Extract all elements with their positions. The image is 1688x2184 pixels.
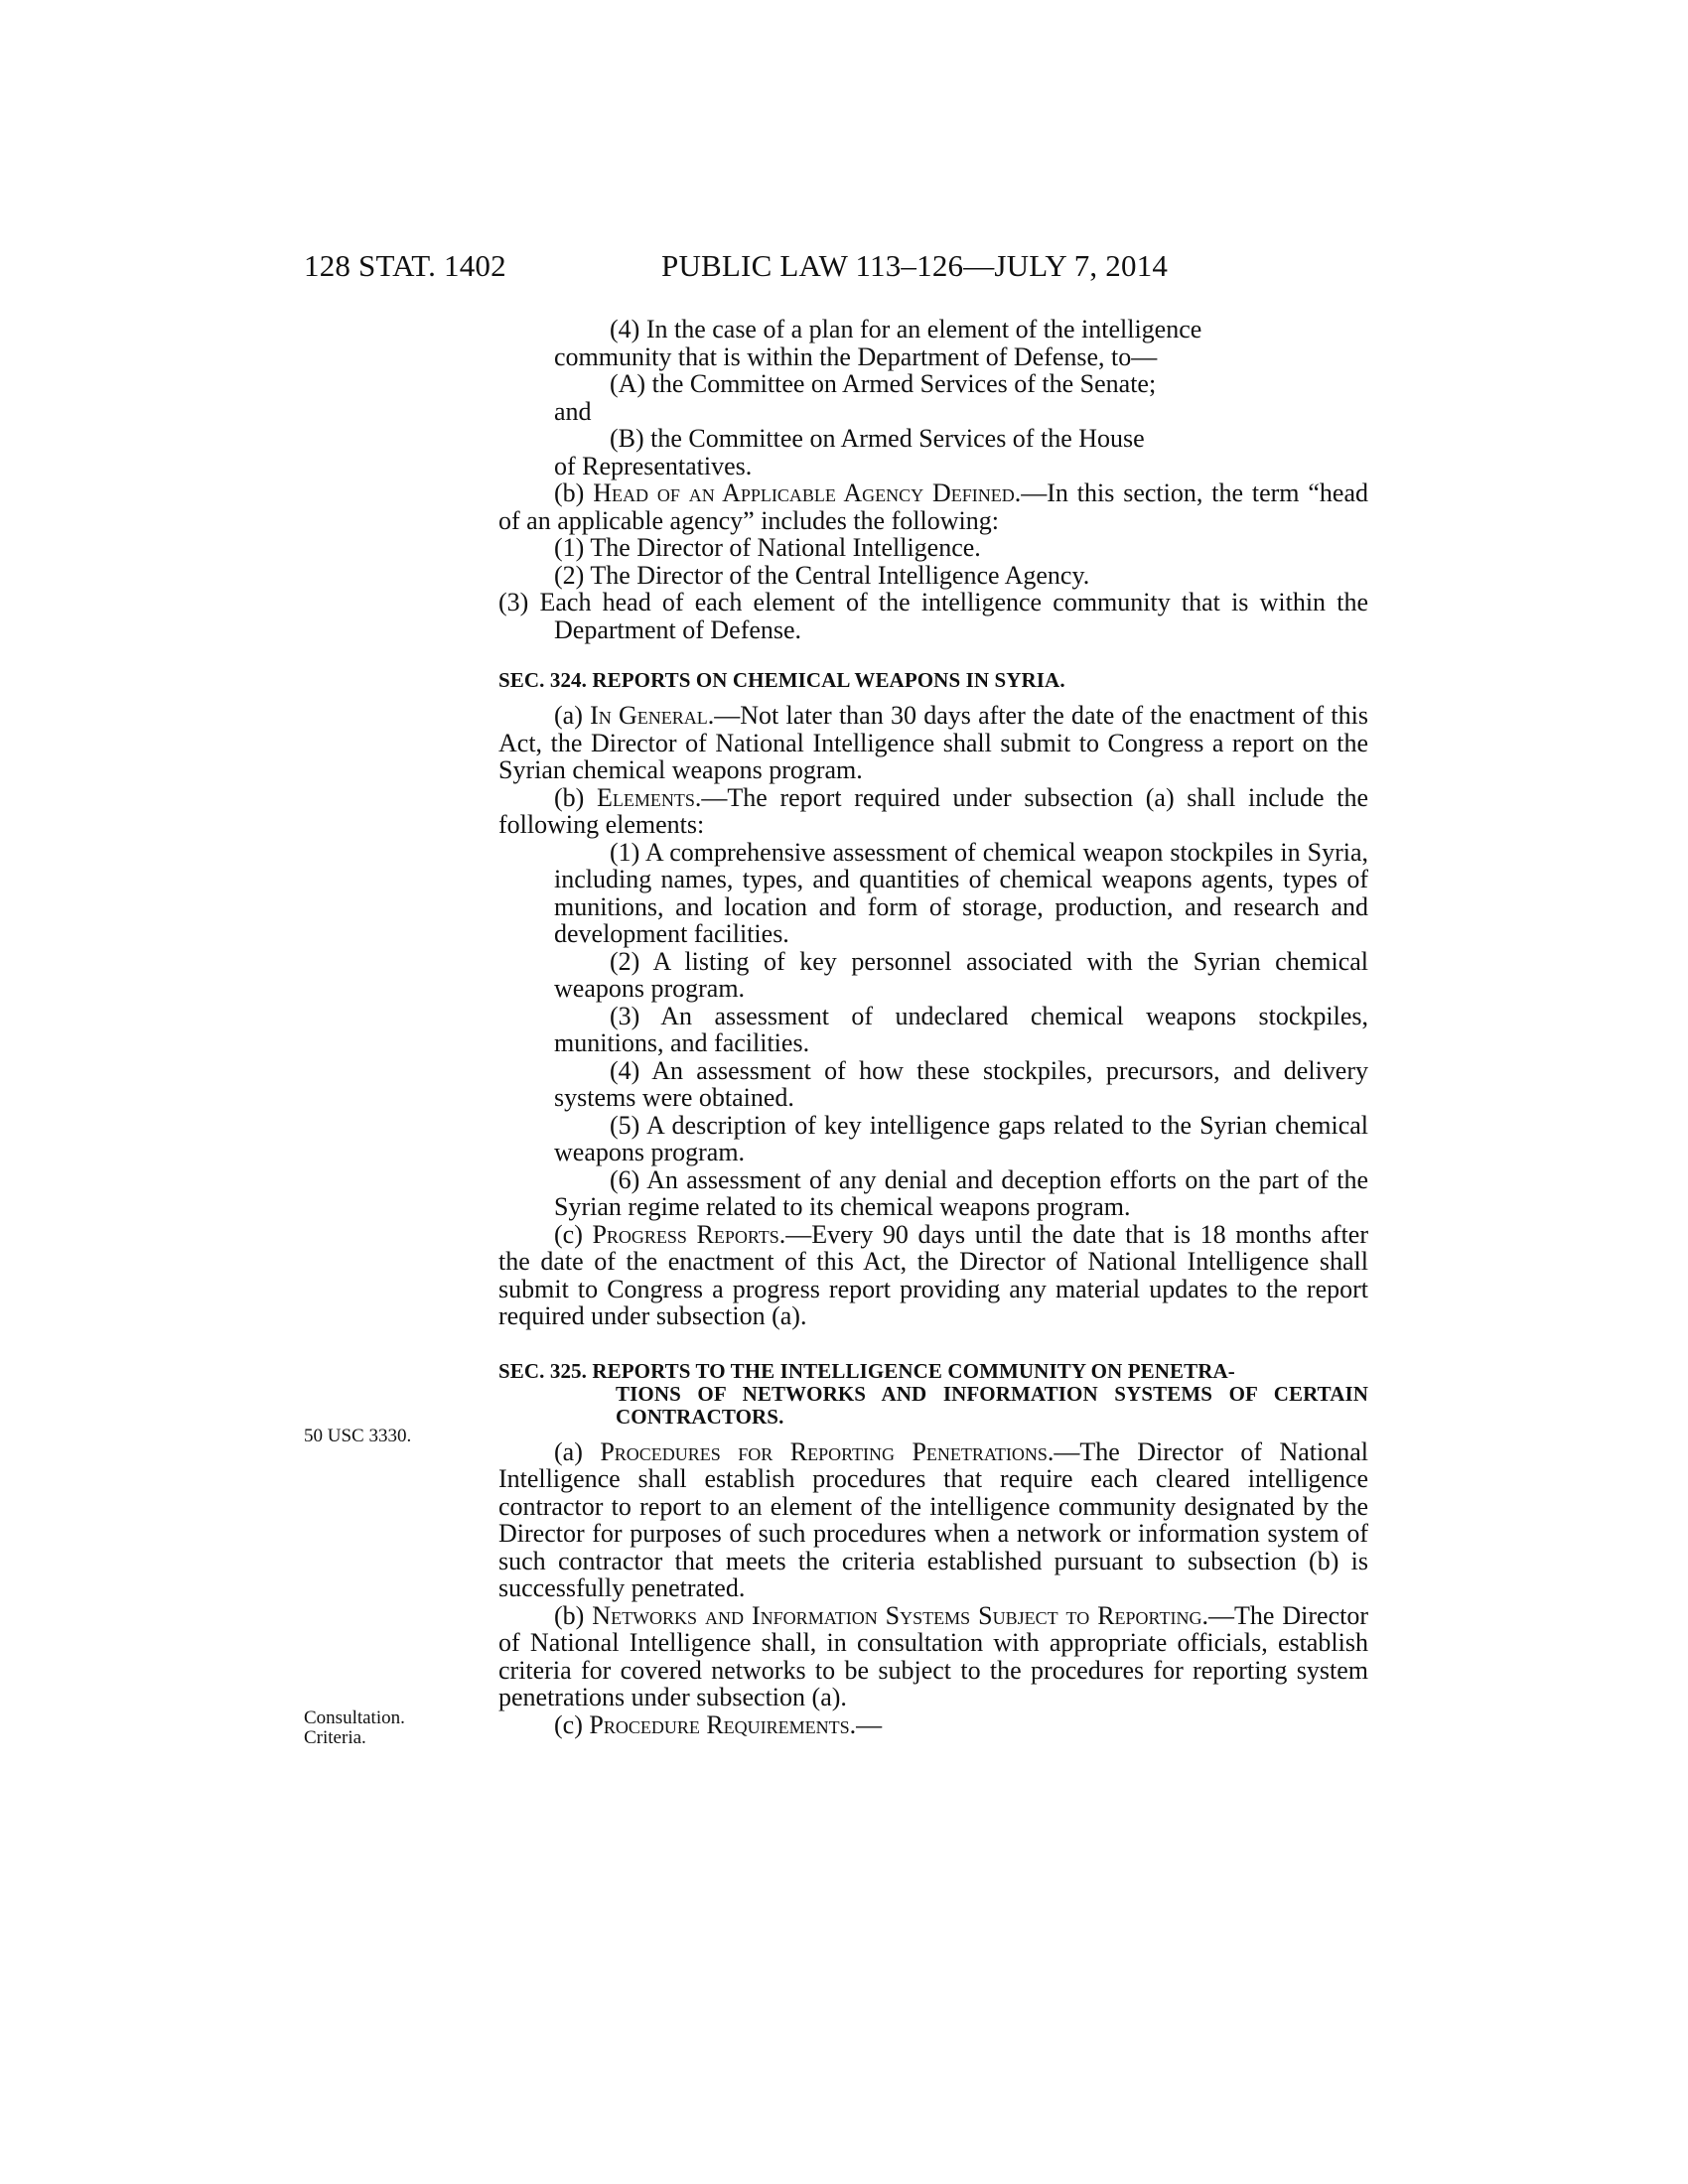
- section-324-heading: SEC. 324. REPORTS ON CHEMICAL WEAPONS IN SYRIA.: [498, 668, 1065, 692]
- subsection-heading: Head of an Applicable Agency Defined.: [593, 478, 1022, 507]
- subsection-text: —The report required under subsection (a) shall include the following elements:: [498, 782, 1368, 839]
- subsection-heading: Elements.: [596, 782, 702, 812]
- subsection-text: —In this section, the term “head of an applicable agency” includes the following:: [498, 478, 1368, 535]
- margin-note-criteria: Criteria.: [304, 1727, 366, 1748]
- subsection-text: —The Director of National Intelligence shall, in consultation with appropriate officials, establish criteria for covered networks to be subject to the procedures for reporting system penetrations under subsection (a).: [498, 1600, 1368, 1711]
- body-text: [498, 316, 1368, 1738]
- section-325-heading-line2: TIONS OF NETWORKS AND INFORMATION SYSTEMS OF CERTAIN CONTRACTORS.: [616, 1381, 1368, 1429]
- subsection-text: —Not later than 30 days after the date of the enactment of this Act, the Director of National Intelligence shall submit to Congress a report on the Syrian chemical weapons program.: [498, 701, 1368, 784]
- list-item: (5) A description of key intelligence gaps related to the Syrian chemical weapons program.: [554, 1110, 1368, 1166]
- paragraph-4: [498, 316, 1368, 370]
- paragraph-4-B: [498, 425, 1368, 479]
- subsection-label: (a): [554, 701, 591, 730]
- subsection-heading: In General.: [590, 701, 715, 730]
- section-325-heading-line1: SEC. 325. REPORTS TO THE INTELLIGENCE COMMUNITY ON PENETRA-: [498, 1358, 1235, 1383]
- subsection-text: —Every 90 days until the date that is 18 months after the date of the enactment of this Act, the Director of National Intelligence shall submit to Congress a progress report providing any material updates to the report required under subsection (a).: [498, 1219, 1369, 1330]
- subsection-text: —The Director of National Intelligence shall establish procedures that require each cleared intelligence contractor to report to an element of the intelligence community designated by the Director for purposes of such procedures when a network or information system of such contractor that meets the criteria established pursuant to subsection (b) is successfully penetrated.: [498, 1436, 1369, 1602]
- subsection-heading: Procedure Requirements.: [589, 1709, 857, 1739]
- list-item: (6) An assessment of any denial and deception efforts on the part of the Syrian regime related to its chemical weapons program.: [554, 1164, 1368, 1221]
- sec325-subsection-a: [498, 1438, 1368, 1602]
- statute-page-number: 128 STAT. 1402: [304, 248, 506, 283]
- subsection-heading: Progress Reports.: [592, 1219, 786, 1249]
- subsection-label: (c): [554, 1219, 593, 1249]
- paragraph-4-line1: (4) In the case of a plan for an element of the intelligence: [610, 315, 1202, 343]
- subsection-heading: Procedures for Reporting Penetrations.: [600, 1436, 1055, 1466]
- paragraph-4-A-line2: and: [554, 396, 592, 426]
- list-item: (4) An assessment of how these stockpiles, precursors, and delivery systems were obtained.: [554, 1055, 1368, 1112]
- sec324-subsection-a: [498, 702, 1368, 784]
- list-item: (3) Each head of each element of the intelligence community that is within the Department of Defense.: [498, 588, 1368, 644]
- running-header-title: PUBLIC LAW 113–126—JULY 7, 2014: [661, 248, 1169, 283]
- section-325-heading: [498, 1360, 1368, 1429]
- margin-note-consultation: Consultation.: [304, 1707, 405, 1728]
- list-item: (2) The Director of the Central Intelligence Agency.: [554, 560, 1090, 590]
- sec325-subsection-c: [498, 1711, 1368, 1739]
- subsection-label: (c): [554, 1709, 590, 1739]
- paragraph-4-A: [498, 370, 1368, 425]
- subsection-label: (a): [554, 1436, 601, 1466]
- list-item: (1) The Director of National Intelligence.: [554, 533, 981, 562]
- subsection-text: —: [856, 1709, 883, 1739]
- subsection-label: (b): [554, 782, 597, 812]
- subsection-label: (b): [554, 1600, 593, 1630]
- subsection-b-head-defined: [498, 479, 1368, 534]
- list-item: (1) A comprehensive assessment of chemical weapon stockpiles in Syria, including names, types, and quantities of chemical weapons agents, types of munitions, and location and form of storage, production, and research and development facilities.: [554, 837, 1368, 948]
- subsection-label: (b): [554, 478, 594, 507]
- margin-note-usc: 50 USC 3330.: [304, 1426, 412, 1446]
- paragraph-4-A-line1: (A) the Committee on Armed Services of the Senate;: [610, 369, 1157, 398]
- paragraph-4-B-line2: of Representatives.: [554, 451, 753, 480]
- margin-note-consultation-criteria: [304, 1708, 405, 1748]
- list-item: (3) An assessment of undeclared chemical weapons stockpiles, munitions, and facilities.: [554, 1001, 1368, 1057]
- sec325-subsection-b: [498, 1602, 1368, 1711]
- subsection-heading: Networks and Information Systems Subject to Reporting.: [592, 1600, 1208, 1630]
- list-item: (2) A listing of key personnel associated with the Syrian chemical weapons program.: [554, 946, 1368, 1003]
- paragraph-4-line2: community that is within the Department of Defense, to—: [554, 341, 1158, 371]
- sec324-subsection-b: [498, 784, 1368, 839]
- sec324-subsection-c: [498, 1221, 1368, 1330]
- paragraph-4-B-line1: (B) the Committee on Armed Services of the House: [610, 424, 1145, 453]
